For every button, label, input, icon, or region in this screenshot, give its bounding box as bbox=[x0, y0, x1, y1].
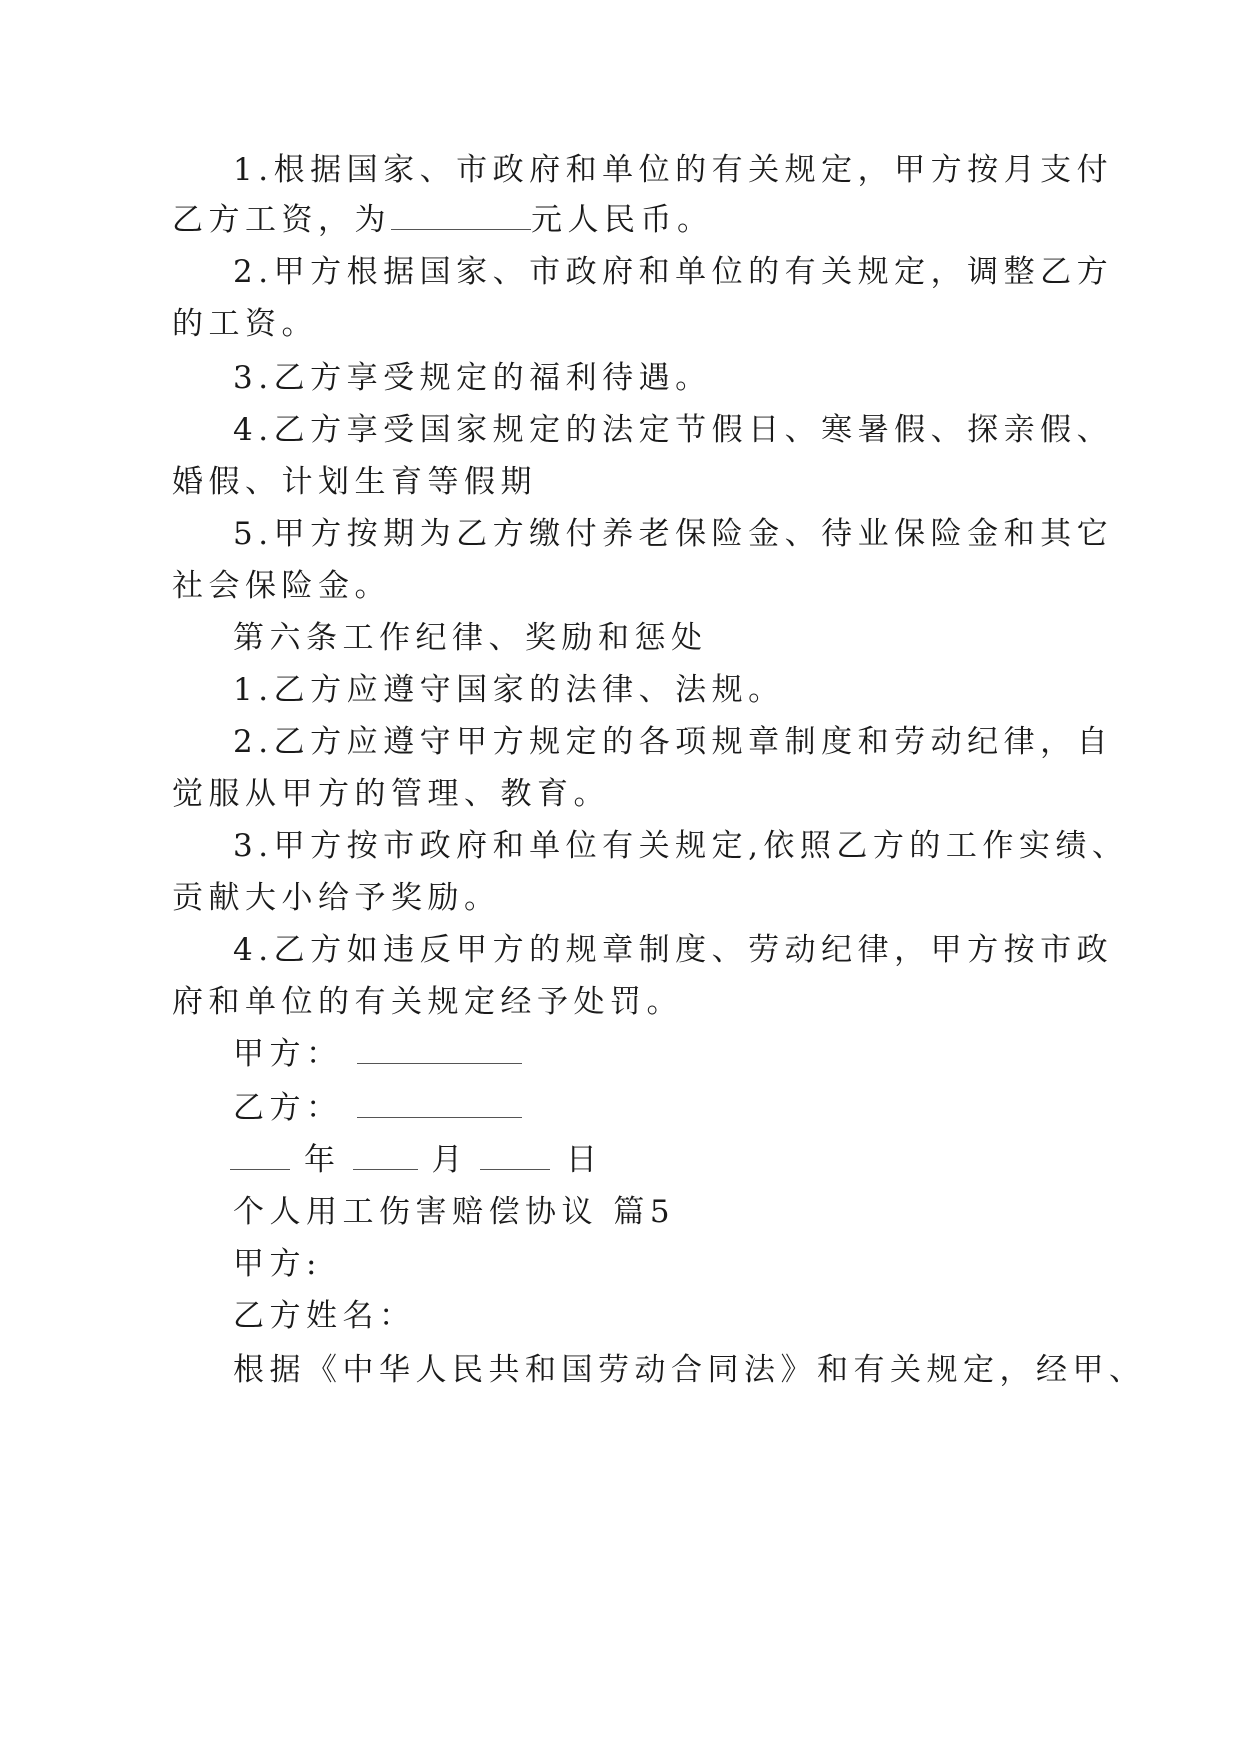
article-6-clause-4-line-2: 府和单位的有关规定经予处罚。 bbox=[172, 984, 683, 1020]
article-6-clause-2-line-1: 2.乙方应遵守甲方规定的各项规章制度和劳动纪律，自 bbox=[233, 724, 1114, 760]
clause-1-line-2-text: 乙方工资，为 bbox=[172, 202, 391, 238]
salary-blank bbox=[391, 203, 531, 230]
party-b-signature-line bbox=[233, 1088, 522, 1128]
article-6-clause-4-line-1: 4.乙方如违反甲方的规章制度、劳动纪律，甲方按市政 bbox=[233, 932, 1114, 968]
year-label: 年 bbox=[304, 1142, 341, 1178]
clause-3: 3.乙方享受规定的福利待遇。 bbox=[233, 360, 712, 396]
clause-1-line-2 bbox=[172, 200, 714, 240]
section-title: 个人用工伤害赔偿协议 篇5 bbox=[233, 1194, 676, 1230]
clause-1-line-2-tail: 元人民币。 bbox=[531, 202, 714, 238]
day-blank bbox=[480, 1143, 550, 1170]
article-6-clause-2-line-2: 觉服从甲方的管理、教育。 bbox=[172, 776, 610, 812]
month-label: 月 bbox=[431, 1142, 468, 1178]
clause-4-line-1: 4.乙方享受国家规定的法定节假日、寒暑假、探亲假、 bbox=[233, 412, 1114, 448]
clause-2-line-1: 2.甲方根据国家、市政府和单位的有关规定，调整乙方 bbox=[233, 254, 1114, 290]
clause-5-line-1: 5.甲方按期为乙方缴付养老保险金、待业保险金和其它 bbox=[233, 516, 1114, 552]
party-b-name-heading: 乙方姓名： bbox=[233, 1298, 416, 1334]
year-blank bbox=[230, 1143, 290, 1170]
clause-2-line-2: 的工资。 bbox=[172, 306, 318, 342]
party-b-blank bbox=[357, 1091, 522, 1118]
party-a-blank bbox=[357, 1037, 522, 1064]
date-line bbox=[230, 1140, 603, 1180]
clause-5-line-2: 社会保险金。 bbox=[172, 568, 391, 604]
article-6-clause-1: 1.乙方应遵守国家的法律、法规。 bbox=[233, 672, 785, 708]
party-a-signature-line bbox=[233, 1034, 522, 1074]
day-label: 日 bbox=[566, 1142, 603, 1178]
party-a-heading: 甲方: bbox=[233, 1246, 322, 1282]
agreement-intro: 根据《中华人民共和国劳动合同法》和有关规定，经甲、 bbox=[233, 1352, 1146, 1388]
party-a-label: 甲方： bbox=[233, 1036, 343, 1072]
month-blank bbox=[353, 1143, 418, 1170]
article-6-clause-3-line-2: 贡献大小给予奖励。 bbox=[172, 880, 501, 916]
clause-4-line-2: 婚假、计划生育等假期 bbox=[172, 464, 537, 500]
article-6-clause-3-line-1: 3.甲方按市政府和单位有关规定,依照乙方的工作实绩、 bbox=[233, 828, 1129, 864]
article-6-heading: 第六条工作纪律、奖励和惩处 bbox=[233, 620, 708, 656]
clause-1-line-1: 1.根据国家、市政府和单位的有关规定，甲方按月支付 bbox=[233, 152, 1114, 188]
party-b-label: 乙方： bbox=[233, 1090, 343, 1126]
